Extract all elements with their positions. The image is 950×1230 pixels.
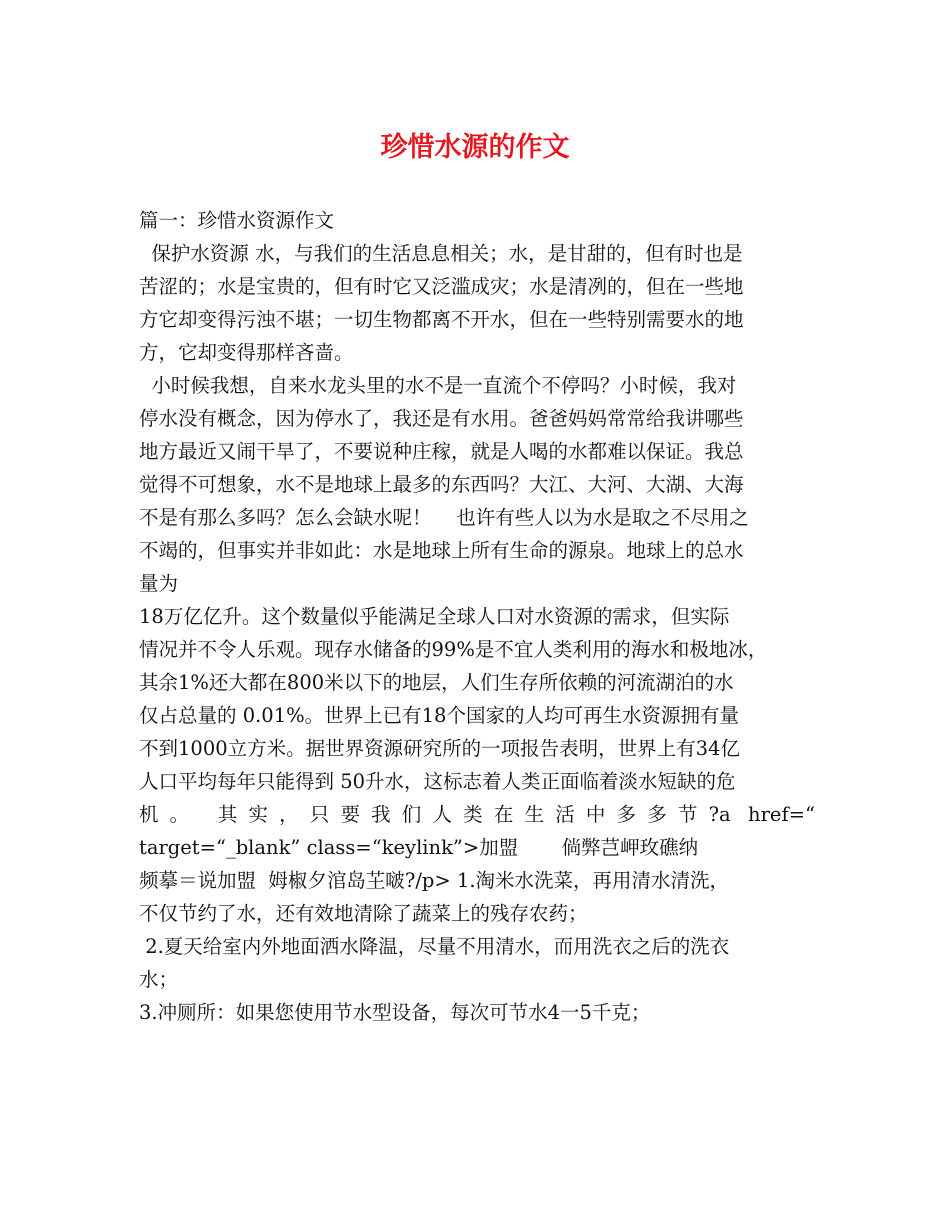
text-line: 不是有那么多吗？怎么会缺水呢！ 也许有些人以为水是取之不尽用之 xyxy=(139,506,749,529)
text-line: 不到1000立方米。据世界资源研究所的一项报告表明，世界上有34亿 xyxy=(139,737,740,760)
text-line: 情况并不令人乐观。现存水储备的99%是不宜人类利用的海水和极地冰， xyxy=(139,638,768,661)
text-line: 仅占总量的 0.01%。世界上已有18个国家的人均可再生水资源拥有量 xyxy=(139,704,739,727)
text-line: 地方最近又闹干旱了，不要说种庄稼，就是人喝的水都难以保证。我总 xyxy=(139,440,744,463)
text-line: 2.夏天给室内外地面洒水降温，尽量不用清水，而用洗衣之后的洗衣 xyxy=(139,935,730,958)
text-line: target=“_blank” class=“keylink”>加盟 倘弊芑岬玫礁纳 xyxy=(139,836,699,859)
text-line: 量为 xyxy=(139,572,179,595)
text-line: 保护水资源 水，与我们的生活息息相关；水，是甘甜的，但有时也是 xyxy=(139,242,743,265)
text-line: 停水没有概念，因为停水了，我还是有水用。爸爸妈妈常常给我讲哪些 xyxy=(139,407,744,430)
text-line: 不竭的，但事实并非如此：水是地球上所有生命的源泉。地球上的总水 xyxy=(139,539,744,562)
section-heading: 篇一：珍惜水资源作文 xyxy=(139,209,335,232)
text-line: 人口平均每年只能得到 50升水，这标志着人类正面临着淡水短缺的危 xyxy=(139,770,736,793)
text-line: 3.冲厕所：如果您使用节水型设备，每次可节水4一5千克； xyxy=(139,1001,651,1024)
text-line: 水； xyxy=(139,968,179,991)
text-line: 苦涩的；水是宝贵的，但有时它又泛滥成灾；水是清冽的，但在一些地 xyxy=(139,275,744,298)
text-line: 机。 其实，只要我们人类在生活中多多节?a href=“ xyxy=(139,803,815,826)
text-line: 觉得不可想象，水不是地球上最多的东西吗？大江、大河、大湖、大海 xyxy=(139,473,744,496)
text-line: 方，它却变得那样吝啬。 xyxy=(139,341,354,364)
document-body xyxy=(139,204,815,1029)
text-line: 其余1%还大都在800米以下的地层，人们生存所依赖的河流湖泊的水 xyxy=(139,671,734,694)
text-line: 频摹＝说加盟 姆椒夕涫岛芏啵?/p> 1.淘米水洗菜，再用清水清洗， xyxy=(139,869,730,892)
text-line: 不仅节约了水，还有效地清除了蔬菜上的残存农药； xyxy=(139,902,588,925)
text-line: 18万亿亿升。这个数量似乎能满足全球人口对水资源的需求，但实际 xyxy=(139,605,730,628)
document-title: 珍惜水源的作文 xyxy=(380,132,570,163)
text-line: 小时候我想，自来水龙头里的水不是一直流个不停吗？小时候，我对 xyxy=(139,374,737,397)
text-line: 方它却变得污浊不堪；一切生物都离不开水，但在一些特别需要水的地 xyxy=(139,308,744,331)
